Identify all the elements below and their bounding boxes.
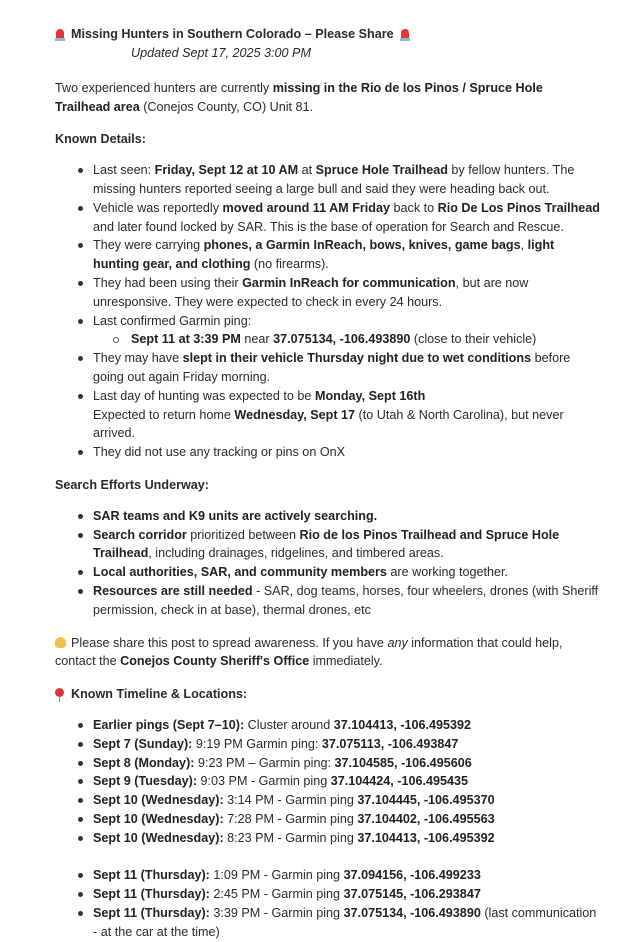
- post-title: [55, 25, 600, 43]
- list-item: [93, 274, 600, 312]
- text-segment: - SAR, dog teams, horses, four wheelers, drones (with Sheriff permission, check in at base), thermal drones, etc: [93, 583, 599, 617]
- list-item: [93, 563, 600, 582]
- list-item: [93, 349, 600, 387]
- text-segment: (last communication - at the car at the time): [93, 906, 597, 939]
- text-segment: 1:09 PM - Garmin ping: [209, 868, 344, 883]
- list-item: [93, 904, 600, 942]
- list-item: [93, 772, 600, 791]
- timeline-heading: [55, 685, 600, 704]
- text-segment: They had been using their: [93, 275, 243, 290]
- text-segment: They were carrying: [93, 238, 204, 253]
- bold-text: Garmin InReach for communication: [242, 275, 456, 290]
- bold-text: Sept 11 (Thursday):: [93, 868, 210, 883]
- text-segment: (to Utah & North Carolina), but never arrived.: [93, 407, 564, 441]
- text-segment: at: [298, 163, 316, 178]
- bold-text: 37.075134, -106.493890: [343, 906, 481, 921]
- text-segment: prioritized between: [186, 527, 300, 542]
- text-segment: Last seen:: [93, 163, 155, 178]
- siren-icon: [55, 28, 65, 41]
- list-item: [93, 312, 600, 331]
- list-item: [93, 161, 600, 199]
- bold-text: 37.104424, -106.495435: [330, 774, 468, 789]
- updated-timestamp: Updated Sept 17, 2025 3:00 PM: [131, 46, 311, 60]
- bold-text: phones, a Garmin InReach, bows, knives, game bags: [203, 238, 521, 253]
- bold-text: light hunting gear, and clothing: [93, 238, 555, 272]
- text-segment: (Conejos County, CO) Unit 81.: [139, 99, 314, 114]
- list-item: [93, 735, 600, 754]
- text-segment: (close to their vehicle): [410, 332, 537, 347]
- text-segment: 8:23 PM - Garmin ping: [223, 830, 358, 845]
- timeline-list-thursday: [55, 866, 600, 941]
- text-segment: 9:03 PM - Garmin ping: [197, 774, 331, 789]
- bold-text: Resources are still needed: [93, 583, 253, 598]
- text-segment: Two experienced hunters are currently: [55, 80, 273, 95]
- bold-text: 37.075113, -106.493847: [321, 736, 459, 751]
- bold-text: Sept 9 (Tuesday):: [93, 774, 198, 789]
- text-segment: Please share this post to spread awareness. If you have: [71, 635, 388, 650]
- bold-text: Sept 11 (Thursday):: [93, 887, 210, 902]
- text-segment: any: [387, 635, 408, 650]
- bold-text: Local authorities, SAR, and community members: [93, 565, 387, 580]
- text-segment: before going out again Friday morning.: [93, 351, 571, 384]
- bold-text: slept in their vehicle Thursday night due to wet conditions: [182, 351, 532, 366]
- bold-text: Sept 7 (Sunday):: [93, 736, 193, 751]
- bold-text: 37.104413, -106.495392: [357, 830, 495, 845]
- list-item: [93, 829, 600, 848]
- pin-icon: [55, 688, 64, 697]
- bold-text: Conejos County Sheriff's Office: [120, 654, 310, 669]
- bold-text: 37.104445, -106.495370: [357, 793, 495, 808]
- bold-text: 37.104413, -106.495392: [333, 717, 472, 732]
- bold-text: moved around 11 AM Friday: [222, 200, 391, 215]
- bold-text: 37.094156, -106.499233: [343, 868, 481, 883]
- text-segment: are working together.: [386, 565, 509, 580]
- list-item: [93, 526, 600, 564]
- list-item: [93, 716, 600, 735]
- siren-icon: [400, 28, 410, 41]
- text-segment: They may have: [93, 351, 183, 366]
- list-item: [93, 387, 600, 443]
- text-segment: , including drainages, ridgelines, and timbered areas.: [148, 546, 444, 561]
- bold-text: Spruce Hole Trailhead: [315, 163, 448, 178]
- share-text: [55, 636, 562, 669]
- bold-text: Rio de los Pinos Trailhead and Spruce Hole Trailhead: [93, 527, 560, 561]
- text-segment: Expected to return home: [93, 407, 235, 422]
- list-item: [93, 582, 600, 620]
- list-item: [93, 885, 600, 904]
- bold-text: Sept 8 (Monday):: [93, 755, 195, 770]
- text-segment: 2:45 PM - Garmin ping: [209, 887, 344, 902]
- timeline-heading-text: Known Timeline & Locations:: [71, 687, 248, 702]
- search-efforts-heading: Search Efforts Underway:: [55, 477, 209, 492]
- share-paragraph: [55, 634, 600, 672]
- text-segment: 3:39 PM - Garmin ping: [209, 906, 344, 921]
- praying-hands-icon: [55, 637, 66, 648]
- text-segment: and later found locked by SAR. This is the base of operation for Search and Rescue.: [93, 219, 564, 234]
- text-segment: 9:19 PM Garmin ping:: [192, 736, 322, 751]
- text-segment: Last confirmed Garmin ping:: [93, 313, 252, 328]
- list-item: [93, 791, 600, 810]
- text-segment: Vehicle was reportedly: [93, 200, 223, 215]
- list-item: [93, 866, 600, 885]
- text-segment: near: [240, 332, 274, 347]
- text-segment: Cluster around: [244, 717, 334, 732]
- bold-text: 37.104402, -106.495563: [357, 811, 495, 826]
- list-item: [93, 507, 600, 526]
- bold-text: Rio De Los Pinos Trailhead: [437, 200, 600, 215]
- text-segment: back to: [390, 200, 438, 215]
- list-item: [93, 754, 600, 773]
- text-segment: , but are now unresponsive. They were expected to check in every 24 hours.: [93, 275, 529, 309]
- bold-text: Monday, Sept 16th: [314, 388, 426, 403]
- bold-text: Wednesday, Sept 17: [234, 407, 356, 422]
- text-segment: immediately.: [309, 654, 383, 669]
- bold-text: Friday, Sept 12 at 10 AM: [154, 163, 299, 178]
- list-item: [93, 236, 600, 274]
- bold-text: 37.075134, -106.493890: [273, 332, 411, 347]
- text-segment: 3:14 PM - Garmin ping: [223, 793, 358, 808]
- text-segment: 9:23 PM – Garmin ping:: [194, 755, 335, 770]
- known-details-list: [55, 161, 600, 462]
- bold-text: SAR teams and K9 units are actively searching.: [93, 508, 378, 523]
- bold-text: Search corridor: [93, 527, 187, 542]
- search-efforts-list: [55, 507, 600, 620]
- timeline-list: [55, 716, 600, 848]
- list-item: [93, 810, 600, 829]
- text-segment: 7:28 PM - Garmin ping: [223, 811, 358, 826]
- text-segment: ,: [520, 238, 528, 253]
- list-item: [93, 443, 600, 462]
- bold-text: Sept 10 (Wednesday):: [93, 830, 224, 845]
- bold-text: Sept 11 at 3:39 PM: [131, 332, 241, 347]
- bold-text: 37.104585, -106.495606: [334, 755, 472, 770]
- text-segment: information that could help, contact the: [55, 635, 563, 669]
- bold-text: Sept 11 (Thursday):: [93, 906, 210, 921]
- bold-text: Sept 10 (Wednesday):: [93, 811, 224, 826]
- text-segment: by fellow hunters. The missing hunters reported seeing a large bull and said they were heading back out.: [93, 163, 575, 196]
- bold-text: 37.075145, -106.293847: [343, 887, 481, 902]
- text-segment: (no firearms).: [250, 257, 329, 272]
- bold-text: missing in the Rio de los Pinos / Spruce Hole Trailhead area: [55, 80, 543, 114]
- known-details-heading: Known Details:: [55, 132, 146, 147]
- text-segment: Last day of hunting was expected to be: [93, 388, 315, 403]
- title-text: Missing Hunters in Southern Colorado – Please Share: [71, 26, 394, 41]
- list-item: [93, 199, 600, 237]
- bold-text: Sept 10 (Wednesday):: [93, 793, 224, 808]
- intro-paragraph: [55, 79, 600, 117]
- bold-text: Earlier pings (Sept 7–10):: [93, 717, 245, 732]
- sub-list-item: [131, 330, 600, 349]
- text-segment: They did not use any tracking or pins on OnX: [93, 445, 346, 460]
